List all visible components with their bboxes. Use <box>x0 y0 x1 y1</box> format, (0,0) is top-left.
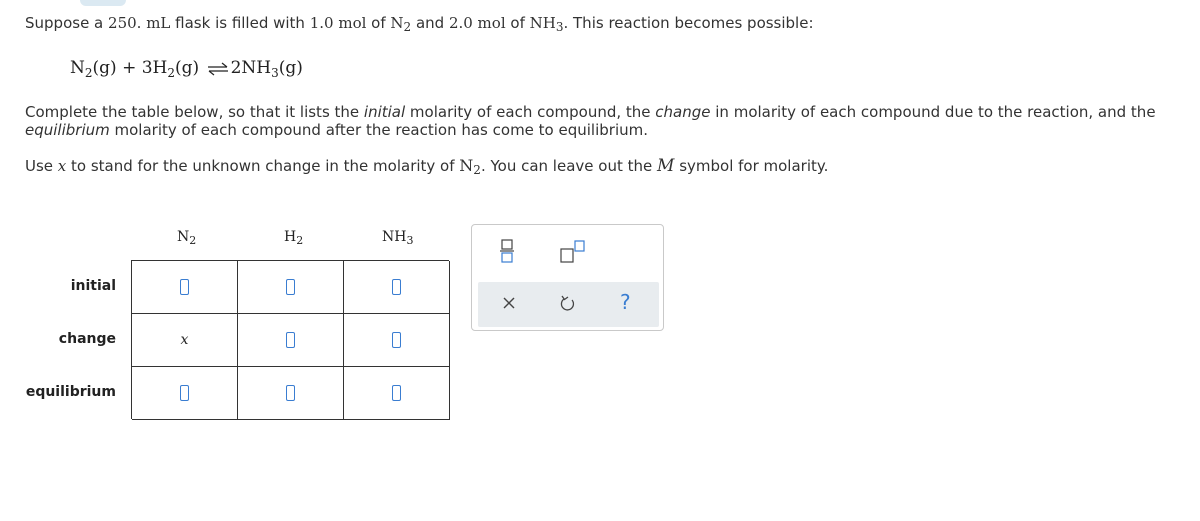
cell-change-nh3 <box>344 314 450 367</box>
cell-change-h2 <box>238 314 344 367</box>
panel-actions-bar <box>478 282 659 327</box>
superscript-icon[interactable] <box>560 239 588 263</box>
input-initial-h2[interactable] <box>286 279 295 295</box>
input-equilibrium-nh3[interactable] <box>392 385 401 401</box>
ice-table <box>131 260 449 419</box>
column-header-nh3: $NH_3$ <box>382 229 414 247</box>
row-label-initial: initial <box>70 278 116 294</box>
cell-initial-h2 <box>238 261 344 314</box>
input-equilibrium-n2[interactable] <box>180 385 189 401</box>
equilibrium-arrow-icon <box>207 62 229 76</box>
reaction-equation: $N_2(g) + 3H_2(g)$ $2NH_3(g)$ <box>70 58 303 80</box>
cell-change-n2 <box>132 314 238 367</box>
instructions-line-3: Use x to stand for the unknown change in the molarity of $N_2$. You can leave out the M symbol for molarity. <box>25 156 829 177</box>
cell-equilibrium-n2 <box>132 367 238 420</box>
help-icon[interactable] <box>620 290 631 314</box>
instructions-line-1: Complete the table below, so that it lists the initial molarity of each compound, the change in molarity of each compound due to the reaction, and the <box>25 103 1156 121</box>
input-change-nh3[interactable] <box>392 332 401 348</box>
column-header-n2: $N_2$ <box>177 229 197 247</box>
cell-equilibrium-nh3 <box>344 367 450 420</box>
input-change-h2[interactable] <box>286 332 295 348</box>
clear-icon[interactable] <box>502 296 516 310</box>
instructions-line-2: equilibrium molarity of each compound after the reaction has come to equilibrium. <box>25 121 649 139</box>
input-equilibrium-h2[interactable] <box>286 385 295 401</box>
cell-initial-nh3 <box>344 261 450 314</box>
row-label-equilibrium: equilibrium <box>25 384 116 400</box>
question-intro: Suppose a 250. mL flask is filled with 1.0 mol of $N_2$ and 2.0 mol of $NH_3$. This reaction becomes possible: <box>25 14 814 34</box>
row-label-change: change <box>58 331 116 347</box>
column-header-h2: $H_2$ <box>284 229 304 247</box>
math-toolbar-panel <box>471 224 664 331</box>
change-n2-value: x <box>180 332 189 348</box>
cell-equilibrium-h2 <box>238 367 344 420</box>
undo-icon[interactable] <box>560 294 576 312</box>
input-initial-nh3[interactable] <box>392 279 401 295</box>
top-tab-indicator <box>80 0 126 6</box>
input-initial-n2[interactable] <box>180 279 189 295</box>
cell-initial-n2 <box>132 261 238 314</box>
help-label: ? <box>620 290 631 314</box>
fraction-icon[interactable] <box>500 239 514 263</box>
